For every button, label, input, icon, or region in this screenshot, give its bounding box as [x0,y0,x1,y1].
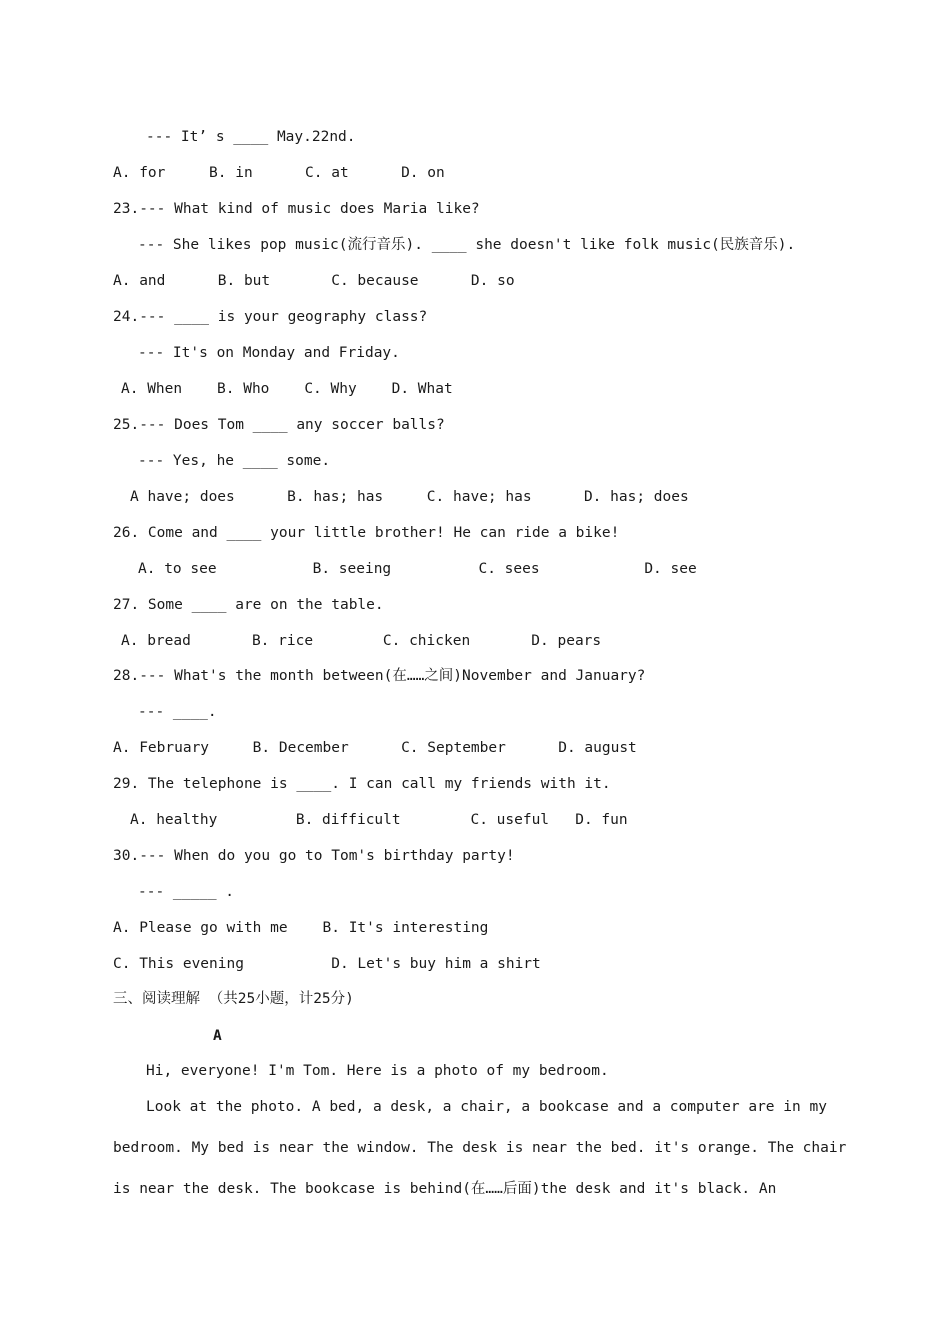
q27-question: 27. Some ____ are on the table. [113,597,384,613]
q24-options: A. When B. Who C. Why D. What [121,381,453,397]
passage-line-4: is near the desk. The bookcase is behind(在……后面)the desk and it's black. An [113,1181,777,1197]
q28-options: A. February B. December C. September D. august [113,740,637,756]
passage-label: A [213,1028,222,1044]
q25-options: A have; does B. has; has C. have; has D. has; does [130,489,689,505]
q28-answer-line: --- ____. [138,704,217,720]
passage-line-3: bedroom. My bed is near the window. The desk is near the bed. it's orange. The chair [113,1140,847,1156]
passage-line-2: Look at the photo. A bed, a desk, a chair, a bookcase and a computer are in my [146,1099,827,1115]
q30-answer-line: --- _____ . [138,884,235,900]
q23-question: 23.--- What kind of music does Maria like? [113,201,480,217]
q30-options-row1: A. Please go with me B. It's interesting [113,920,489,936]
q23-options: A. and B. but C. because D. so [113,273,515,289]
q25-question: 25.--- Does Tom ____ any soccer balls? [113,417,445,433]
q28-question: 28.--- What's the month between(在……之间)November and January? [113,668,646,684]
q27-options: A. bread B. rice C. chicken D. pears [121,633,602,649]
q30-options-row2: C. This evening D. Let's buy him a shirt [113,956,541,972]
q29-options: A. healthy B. difficult C. useful D. fun [130,812,628,828]
q23-answer-line: --- She likes pop music(流行音乐). ____ she doesn't like folk music(民族音乐). [138,237,796,253]
q24-answer-line: --- It's on Monday and Friday. [138,345,400,361]
q30-question: 30.--- When do you go to Tom's birthday party! [113,848,515,864]
q26-question: 26. Come and ____ your little brother! He can ride a bike! [113,525,620,541]
q24-question: 24.--- ____ is your geography class? [113,309,428,325]
passage-line-1: Hi, everyone! I'm Tom. Here is a photo of my bedroom. [146,1063,609,1079]
q25-answer-line: --- Yes, he ____ some. [138,453,331,469]
section-heading: 三、阅读理解 （共25小题，计25分) [113,991,354,1007]
q26-options: A. to see B. seeing C. sees D. see [138,561,697,577]
q22-options: A. for B. in C. at D. on [113,165,445,181]
q22-answer-line: --- It’ s ____ May.22nd. [146,129,356,145]
q29-question: 29. The telephone is ____. I can call my friends with it. [113,776,611,792]
